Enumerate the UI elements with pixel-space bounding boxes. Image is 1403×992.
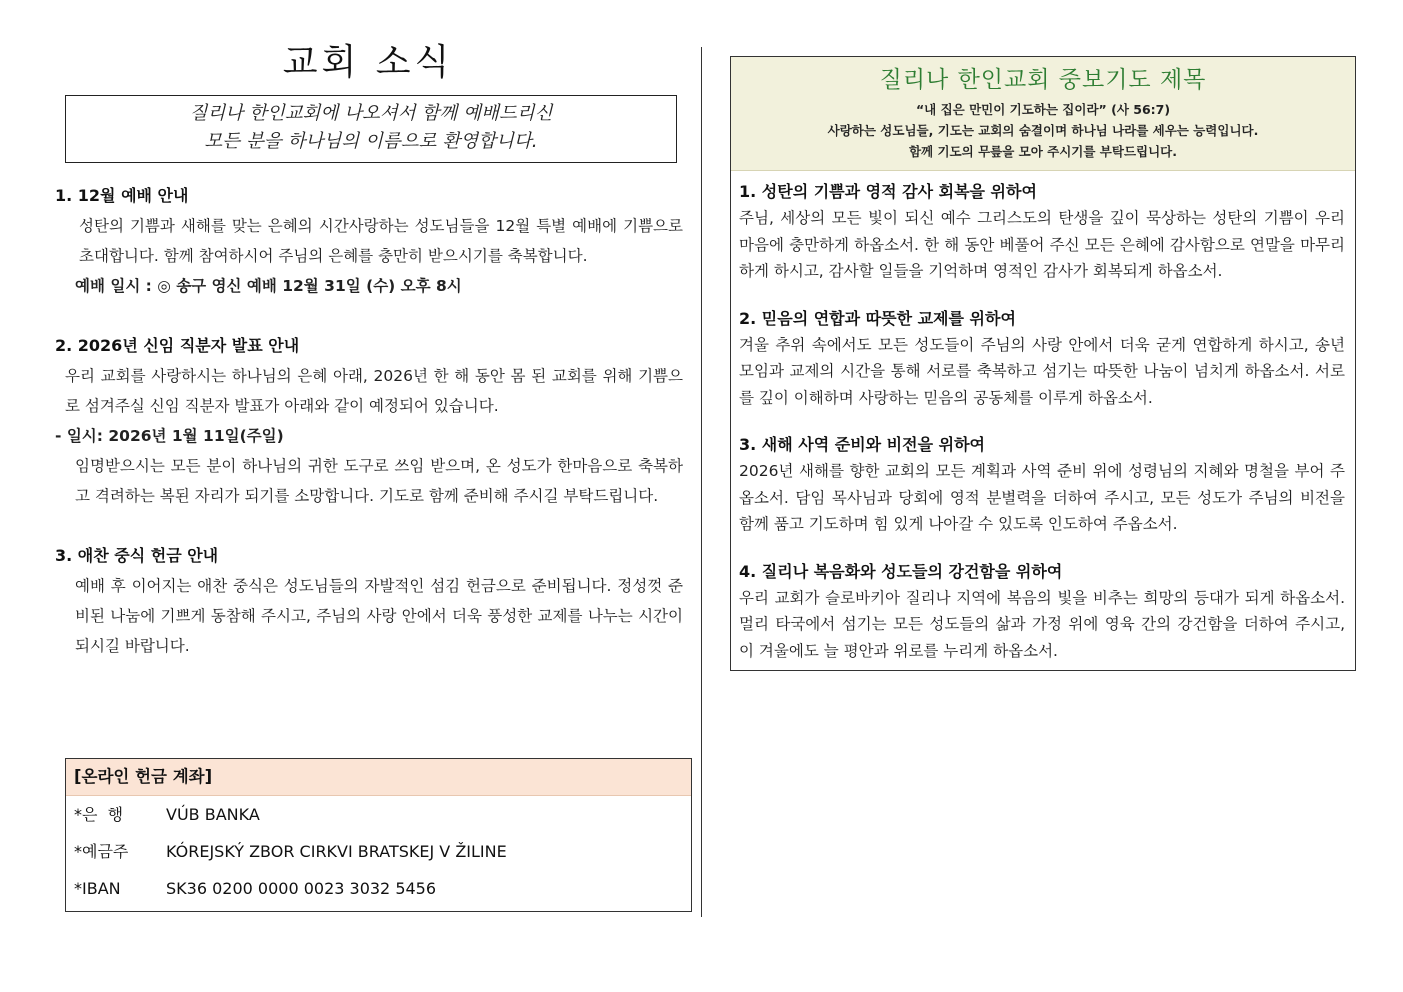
prayer-item-text: 주님, 세상의 모든 빛이 되신 예수 그리스도의 탄생을 깊이 묵상하는 성탄의 기쁨이 우리 마음에 충만하게 하옵소서. 한 해 동안 베풀어 주신 모든 은혜에 감사함으로 연말을 마무리하게 하시고, 감사할 일들을 기억하며 영적인 감사가 회복되게 하옵소서. <box>739 209 1345 280</box>
prayer-item-text: 2026년 새해를 향한 교회의 모든 계획과 사역 준비 위에 성령님의 지혜와 명철을 부어 주옵소서. 담임 목사님과 당회에 영적 분별력을 더하여 주시고, 모든 성도가 주님의 비전을 함께 품고 기도하며 힘 있게 나아갈 수 있도록 인도하여 주옵소서. <box>739 462 1345 533</box>
news-section-worship <box>55 181 691 301</box>
welcome-line-1: 질리나 한인교회에 나오셔서 함께 예배드리신 <box>189 103 553 124</box>
column-divider <box>701 47 702 917</box>
section-heading: 2. 2026년 신임 직분자 발표 안내 <box>55 336 300 355</box>
account-row-holder <box>66 833 691 870</box>
page-title: 교회 소식 <box>282 42 454 83</box>
prayer-header <box>731 57 1355 171</box>
prayer-item-text: 겨울 추위 속에서도 모든 성도들이 주님의 사랑 안에서 더욱 굳게 연합하게 하시고, 송년 모임과 교제의 시간을 통해 서로를 축복하고 섬기는 따뜻한 나눔이 넘치게 하옵소서. 서로를 깊이 이해하며 사랑하는 믿음의 공동체를 이루게 하옵소서. <box>739 335 1345 407</box>
account-label: *IBAN <box>74 879 121 898</box>
news-section-officers <box>55 331 691 511</box>
prayer-item-heading: 3. 새해 사역 준비와 비전을 위하여 <box>739 435 985 454</box>
welcome-line-2: 모든 분을 하나님의 이름으로 환영합니다. <box>204 131 538 152</box>
church-news-column <box>55 40 691 898</box>
welcome-box <box>65 95 677 163</box>
section-text-2: 임명받으시는 모든 분이 하나님의 귀한 도구로 쓰임 받으며, 온 성도가 한마음으로 축복하고 격려하는 복된 자리가 되기를 소망합니다. 기도로 함께 준비해 주시길 부탁드립니다. <box>75 457 683 505</box>
account-value: VÚB BANKA <box>166 805 260 824</box>
prayer-intro-1: 사랑하는 성도님들, 기도는 교회의 숨결이며 하나님 나라를 세우는 능력입니다. <box>827 123 1259 138</box>
account-row-bank <box>66 796 691 833</box>
prayer-item-heading: 4. 질리나 복음화와 성도들의 강건함을 위하여 <box>739 561 1063 581</box>
section-heading: 3. 애찬 중식 헌금 안내 <box>55 546 219 565</box>
account-value: SK36 0200 0000 0023 3032 5456 <box>166 879 437 898</box>
prayer-column <box>730 56 1356 671</box>
prayer-verse: “내 집은 만민이 기도하는 집이라” (사 56:7) <box>915 102 1171 117</box>
prayer-box <box>730 56 1356 671</box>
account-row-iban <box>66 870 691 907</box>
prayer-title: 질리나 한인교회 중보기도 제목 <box>879 67 1207 93</box>
worship-schedule: 예배 일시 : ◎ 송구 영신 예배 12월 31일 (수) 오후 8시 <box>75 277 462 295</box>
prayer-item-heading: 1. 성탄의 기쁨과 영적 감사 회복을 위하여 <box>739 182 1037 201</box>
section-heading: 1. 12월 예배 안내 <box>55 186 189 205</box>
news-section-offering <box>55 541 691 661</box>
account-label: *예금주 <box>74 842 129 861</box>
prayer-item-heading: 2. 믿음의 연합과 따뜻한 교제를 위하여 <box>739 308 1016 328</box>
section-text: 우리 교회를 사랑하시는 하나님의 은혜 아래, 2026년 한 해 동안 몸 된 교회를 위해 기쁨으로 섬겨주실 신임 직분자 발표가 아래와 같이 예정되어 있습니다. <box>65 367 683 415</box>
online-offering-account <box>65 758 692 912</box>
prayer-item-text: 우리 교회가 슬로바키아 질리나 지역에 복음의 빛을 비추는 희망의 등대가 되게 하옵소서. 멀리 타국에서 섬기는 모든 성도들의 삶과 가정 위에 영육 간의 강건함을 더하여 주시고, 이 겨울에도 늘 평안과 위로를 누리게 하옵소서. <box>739 588 1345 660</box>
account-heading: [온라인 헌금 계좌] <box>66 759 691 796</box>
prayer-intro-2: 함께 기도의 무릎을 모아 주시기를 부탁드립니다. <box>908 144 1177 159</box>
account-label: *은 행 <box>74 805 124 824</box>
prayer-list <box>731 171 1355 670</box>
account-value: KÓREJSKÝ ZBOR CIRKVI BRATSKEJ V ŽILINE <box>166 842 507 861</box>
section-text: 성탄의 기쁨과 새해를 맞는 은혜의 시간사랑하는 성도님들을 12월 특별 예배에 기쁨으로 초대합니다. 함께 참여하시어 주님의 은혜를 충만히 받으시기를 축복합니다. <box>79 217 683 265</box>
officers-date: - 일시: 2026년 1월 11일(주일) <box>55 427 284 445</box>
section-text: 예배 후 이어지는 애찬 중식은 성도님들의 자발적인 섬김 헌금으로 준비됩니다. 정성껏 준비된 나눔에 기쁘게 동참해 주시고, 주님의 사랑 안에서 더욱 풍성한 교제를 나누는 시간이 되시길 바랍니다. <box>75 577 683 655</box>
